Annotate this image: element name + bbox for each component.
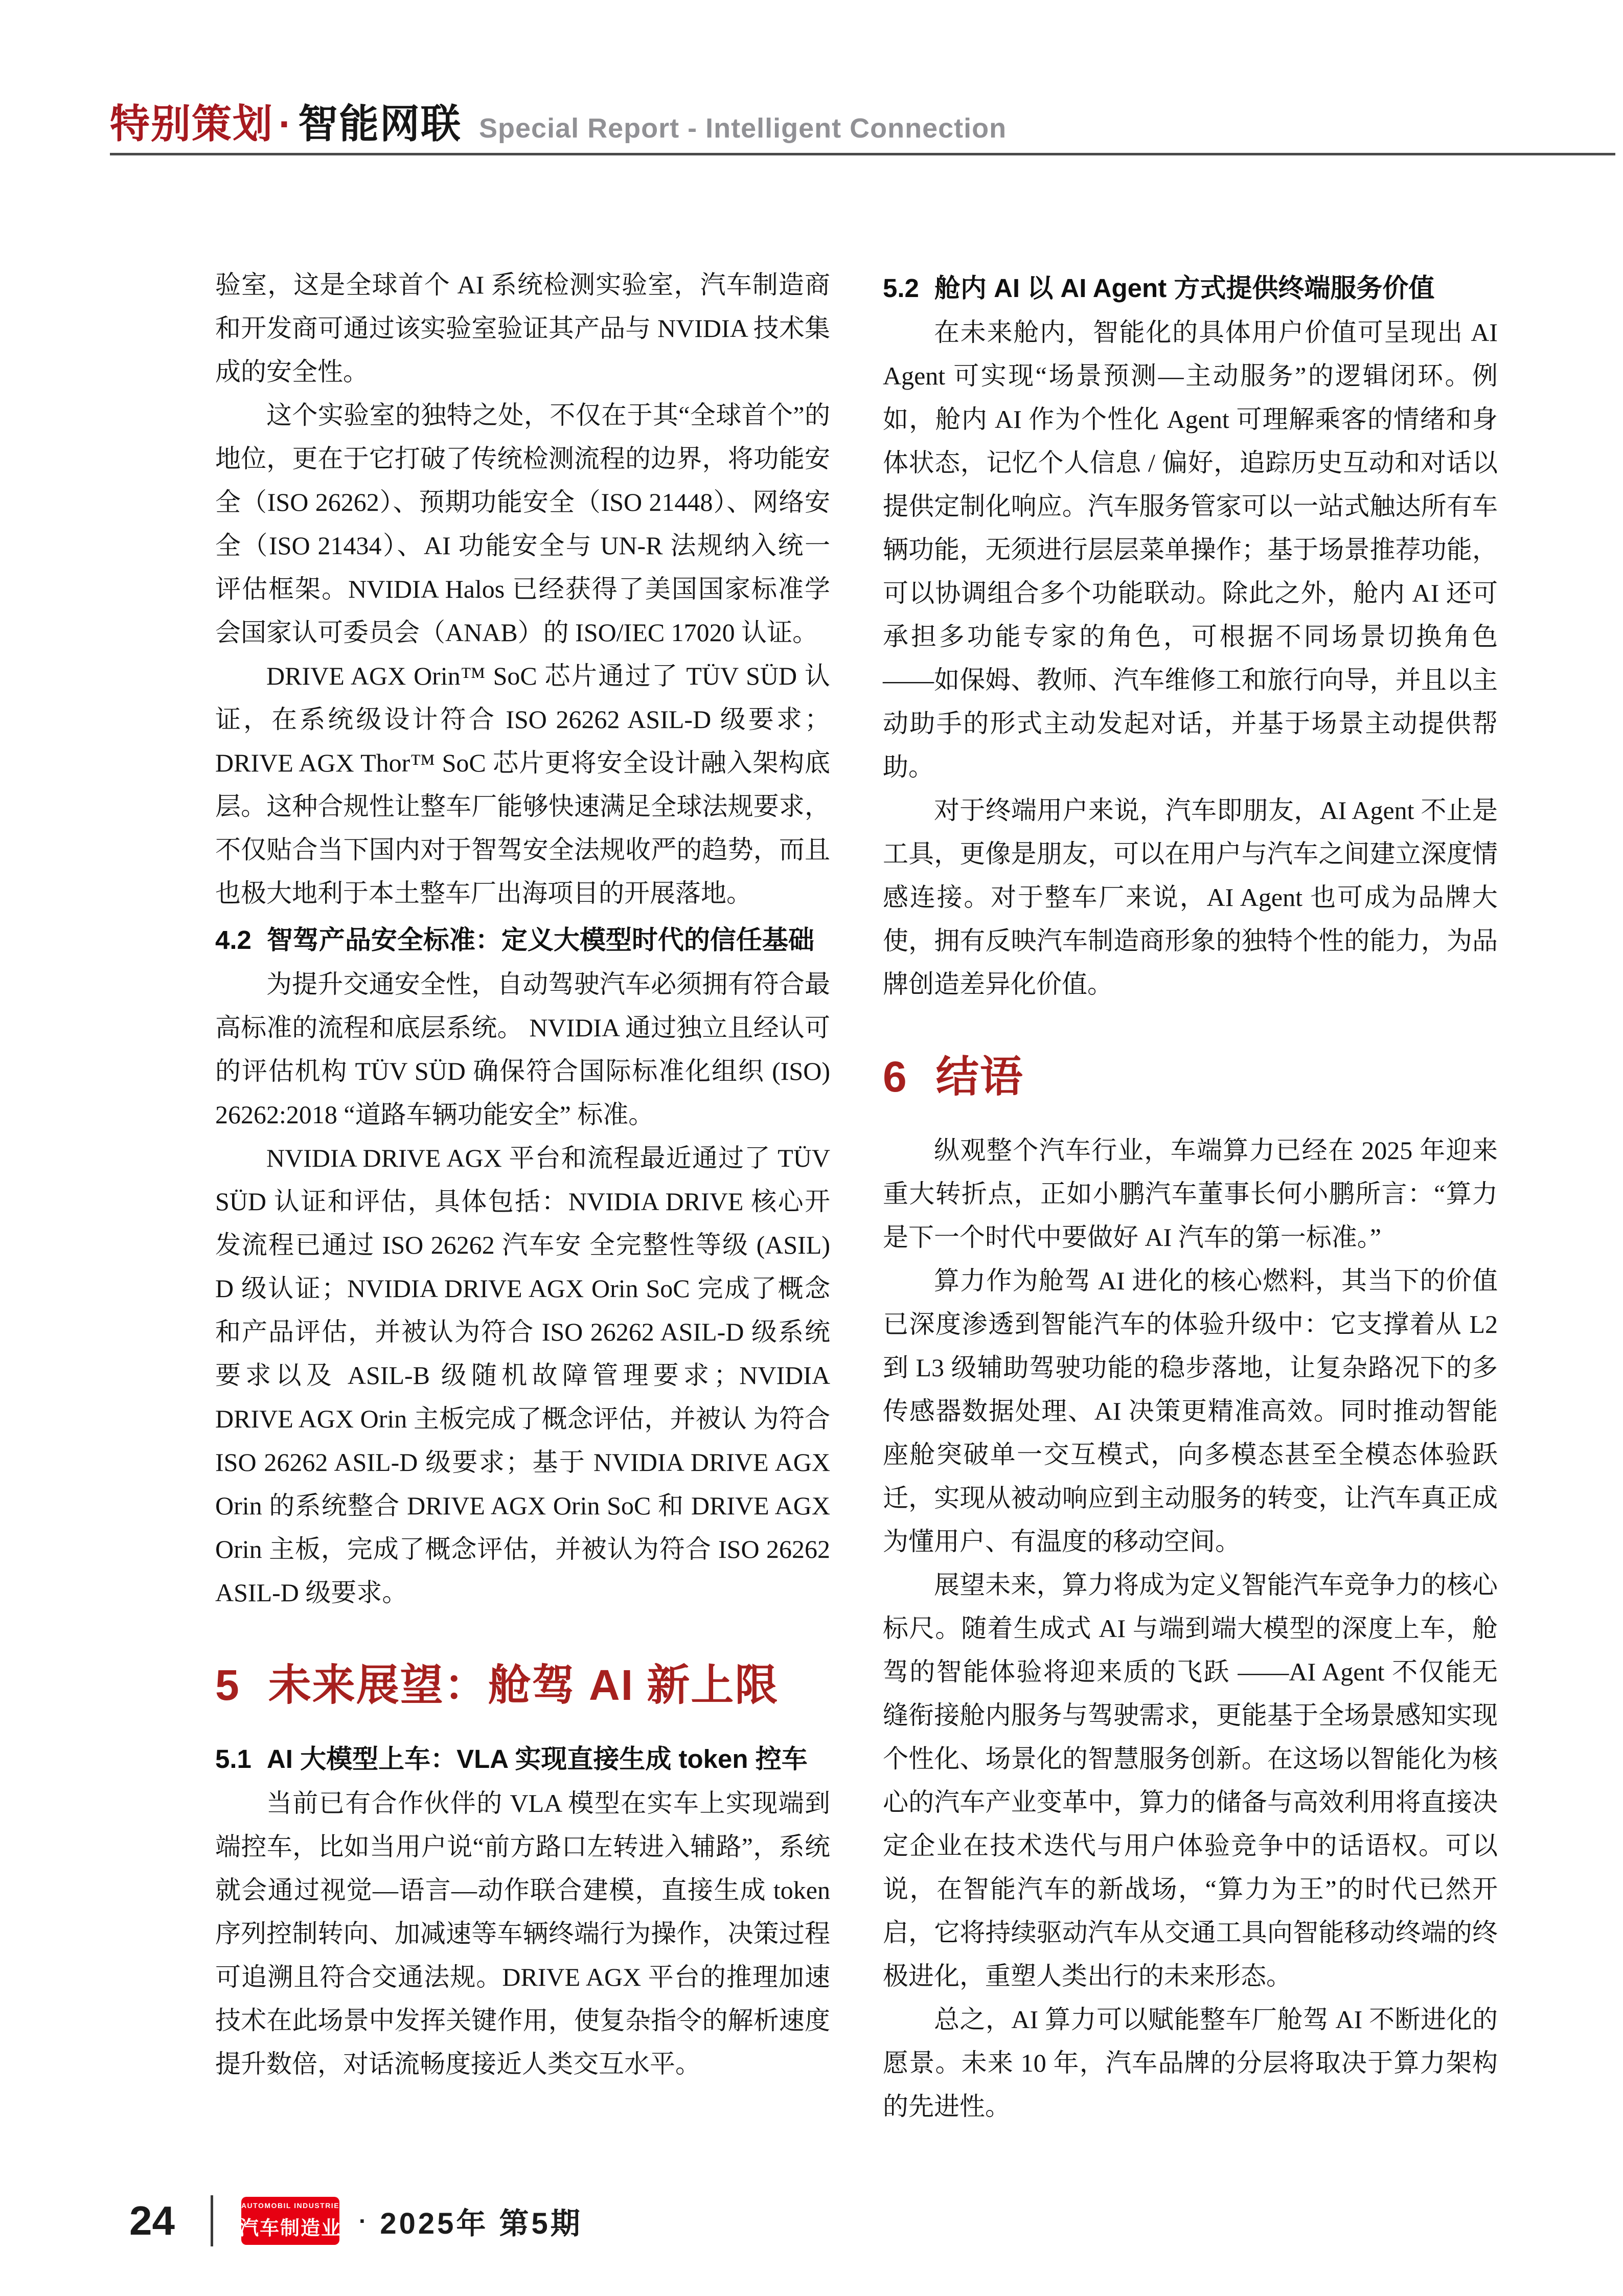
section-heading-5 <box>215 1660 830 1711</box>
column-right <box>883 263 1498 2128</box>
body-paragraph: 展望未来，算力将成为定义智能汽车竞争力的核心标尺。随着生成式 AI 与端到端大模型的深度上车，舱驾的智能体验将迎来质的飞跃 ——AI Agent 不仅能无缝衔接舱内服务与驾驶需求，更能基于全场景感知实现个性化、场景化的智慧服务创新。在这场以智能化为核心的汽车产业变革中，算力的储备与高效利用将直接决定企业在技术迭代与用户体验竞争中的话语权。可以说，在智能汽车的新战场，“算力为王”的时代已然开启，它将持续驱动汽车从交通工具向智能移动终端的终极进化，重塑人类出行的未来形态。 <box>883 1571 1498 1990</box>
body-paragraph: 这个实验室的独特之处，不仅在于其“全球首个”的地位，更在于它打破了传统检测流程的边界，将功能安全（ISO 26262）、预期功能安全（ISO 21448）、网络安全（ISO 21434）、AI 功能安全与 UN-R 法规纳入统一评估框架。NVIDIA Halos 已经获得了美国国家标准学会国家认可委员会（ANAB）的 ISO/IEC 17020 认证。 <box>215 401 830 647</box>
header-section-title: 特别策划 <box>110 101 274 146</box>
body-paragraph: 在未来舱内，智能化的具体用户价值可呈现出 AI Agent 可实现“场景预测—主动服务”的逻辑闭环。例如，舱内 AI 作为个性化 Agent 可理解乘客的情绪和身体状态，记忆个人信息 / 偏好，追踪历史互动和对话以提供定制化响应。汽车服务管家可以一站式触达所有车辆功能，无须进行层层菜单操作；基于场景推荐功能，可以协调组合多个功能联动。除此之外，舱内 AI 还可承担多功能专家的角色，可根据不同场景切换角色 ——如保姆、教师、汽车维修工和旅行向导，并且以主动助手的形式主动发起对话，并基于场景主动提供帮助。 <box>883 318 1498 781</box>
body-paragraph: 对于终端用户来说，汽车即朋友，AI Agent 不止是工具，更像是朋友，可以在用户与汽车之间建立深度情感连接。对于整车厂来说，AI Agent 也可成为品牌大使，拥有反映汽车制造商形象的独特个性的能力，为品牌创造差异化价值。 <box>883 796 1498 998</box>
subheading-5-1 <box>215 1737 830 1781</box>
section-heading-6 <box>883 1051 1498 1102</box>
subheading-title: 智驾产品安全标准：定义大模型时代的信任基础 <box>266 925 814 954</box>
header-subtitle-en: Special Report - Intelligent Connection <box>479 113 1007 144</box>
logo-top-text: AUTOMOBIL INDUSTRIE <box>241 2201 340 2210</box>
section-title: 未来展望：舱驾 AI 新上限 <box>268 1661 779 1709</box>
subheading-4-2 <box>215 918 830 962</box>
header-dot-separator: · <box>279 101 293 146</box>
column-left <box>215 263 830 2086</box>
page-number: 24 <box>129 2198 175 2243</box>
body-paragraph: 为提升交通安全性，自动驾驶汽车必须拥有符合最高标准的流程和底层系统。 NVIDIA 通过独立且经认可的评估机构 TÜV SÜD 确保符合国际标准化组织 (ISO) 26262:2018 “道路车辆功能安全” 标准。 <box>215 970 830 1129</box>
body-paragraph: 总之，AI 算力可以赋能整车厂舱驾 AI 不断进化的愿景。未来 10 年，汽车品牌的分层将取决于算力架构的先进性。 <box>883 2005 1498 2121</box>
subheading-5-2 <box>883 266 1498 310</box>
issue-text: 2025年 第5期 <box>380 2207 583 2240</box>
magazine-logo <box>241 2197 339 2245</box>
subheading-number: 5.2 <box>883 274 919 303</box>
section-number: 6 <box>883 1053 908 1101</box>
page-footer <box>129 2192 583 2249</box>
footer-divider <box>211 2195 213 2246</box>
logo-main-text: 汽车制造业 <box>239 2218 341 2239</box>
header-topic-title: 智能网联 <box>298 101 462 146</box>
body-paragraph: DRIVE AGX Orin™ SoC 芯片通过了 TÜV SÜD 认证，在系统级设计符合 ISO 26262 ASIL-D 级要求；DRIVE AGX Thor™ SoC 芯片更将安全设计融入架构底层。这种合规性让整车厂能够快速满足全球法规要求，不仅贴合当下国内对于智驾安全法规收严的趋势，而且也极大地利于本土整车厂出海项目的开展落地。 <box>215 662 830 907</box>
page-header <box>110 92 1007 149</box>
header-title <box>110 92 462 149</box>
subheading-title: AI 大模型上车：VLA 实现直接生成 token 控车 <box>266 1744 808 1774</box>
issue-separator-dot: · <box>358 2208 367 2234</box>
body-paragraph: NVIDIA DRIVE AGX 平台和流程最近通过了 TÜV SÜD 认证和评估，具体包括：NVIDIA DRIVE 核心开发流程已通过 ISO 26262 汽车安 全完整性等级 (ASIL) D 级认证；NVIDIA DRIVE AGX Orin SoC 完成了概念和产品评估，并被认为符合 ISO 26262 ASIL-D 级系统要求以及 ASIL-B 级随机故障管理要求；NVIDIA DRIVE AGX Orin 主板完成了概念评估，并被认 为符合 ISO 26262 ASIL-D 级要求；基于 NVIDIA DRIVE AGX Orin 的系统整合 DRIVE AGX Orin SoC 和 DRIVE AGX Orin 主板，完成了概念评估，并被认为符合 ISO 26262 ASIL-D 级要求。 <box>215 1144 830 1607</box>
section-title: 结语 <box>935 1053 1024 1101</box>
body-paragraph: 纵观整个汽车行业，车端算力已经在 2025 年迎来重大转折点，正如小鹏汽车董事长何小鹏所言：“算力是下一个时代中要做好 AI 汽车的第一标准。” <box>883 1136 1498 1252</box>
subheading-title: 舱内 AI 以 AI Agent 方式提供终端服务价值 <box>934 274 1435 303</box>
body-paragraph: 验室，这是全球首个 AI 系统检测实验室，汽车制造商和开发商可通过该实验室验证其产品与 NVIDIA 技术集成的安全性。 <box>215 270 830 386</box>
section-number: 5 <box>215 1661 240 1709</box>
subheading-number: 4.2 <box>215 925 252 954</box>
body-paragraph: 当前已有合作伙伴的 VLA 模型在实车上实现端到端控车，比如当用户说“前方路口左转进入辅路”，系统就会通过视觉—语言—动作联合建模，直接生成 token 序列控制转向、加减速等车辆终端行为操作，决策过程可追溯且符合交通法规。DRIVE AGX 平台的推理加速技术在此场景中发挥关键作用，使复杂指令的解析速度提升数倍，对话流畅度接近人类交互水平。 <box>215 1789 830 2078</box>
header-rule <box>110 153 1615 155</box>
subheading-number: 5.1 <box>215 1744 252 1774</box>
body-paragraph: 算力作为舱驾 AI 进化的核心燃料，其当下的价值已深度渗透到智能汽车的体验升级中：它支撑着从 L2 到 L3 级辅助驾驶功能的稳步落地，让复杂路况下的多传感器数据处理、AI 决策更精准高效。同时推动智能座舱突破单一交互模式，向多模态甚至全模态体验跃迁，实现从被动响应到主动服务的转变，让汽车真正成为懂用户、有温度的移动空间。 <box>883 1266 1498 1556</box>
